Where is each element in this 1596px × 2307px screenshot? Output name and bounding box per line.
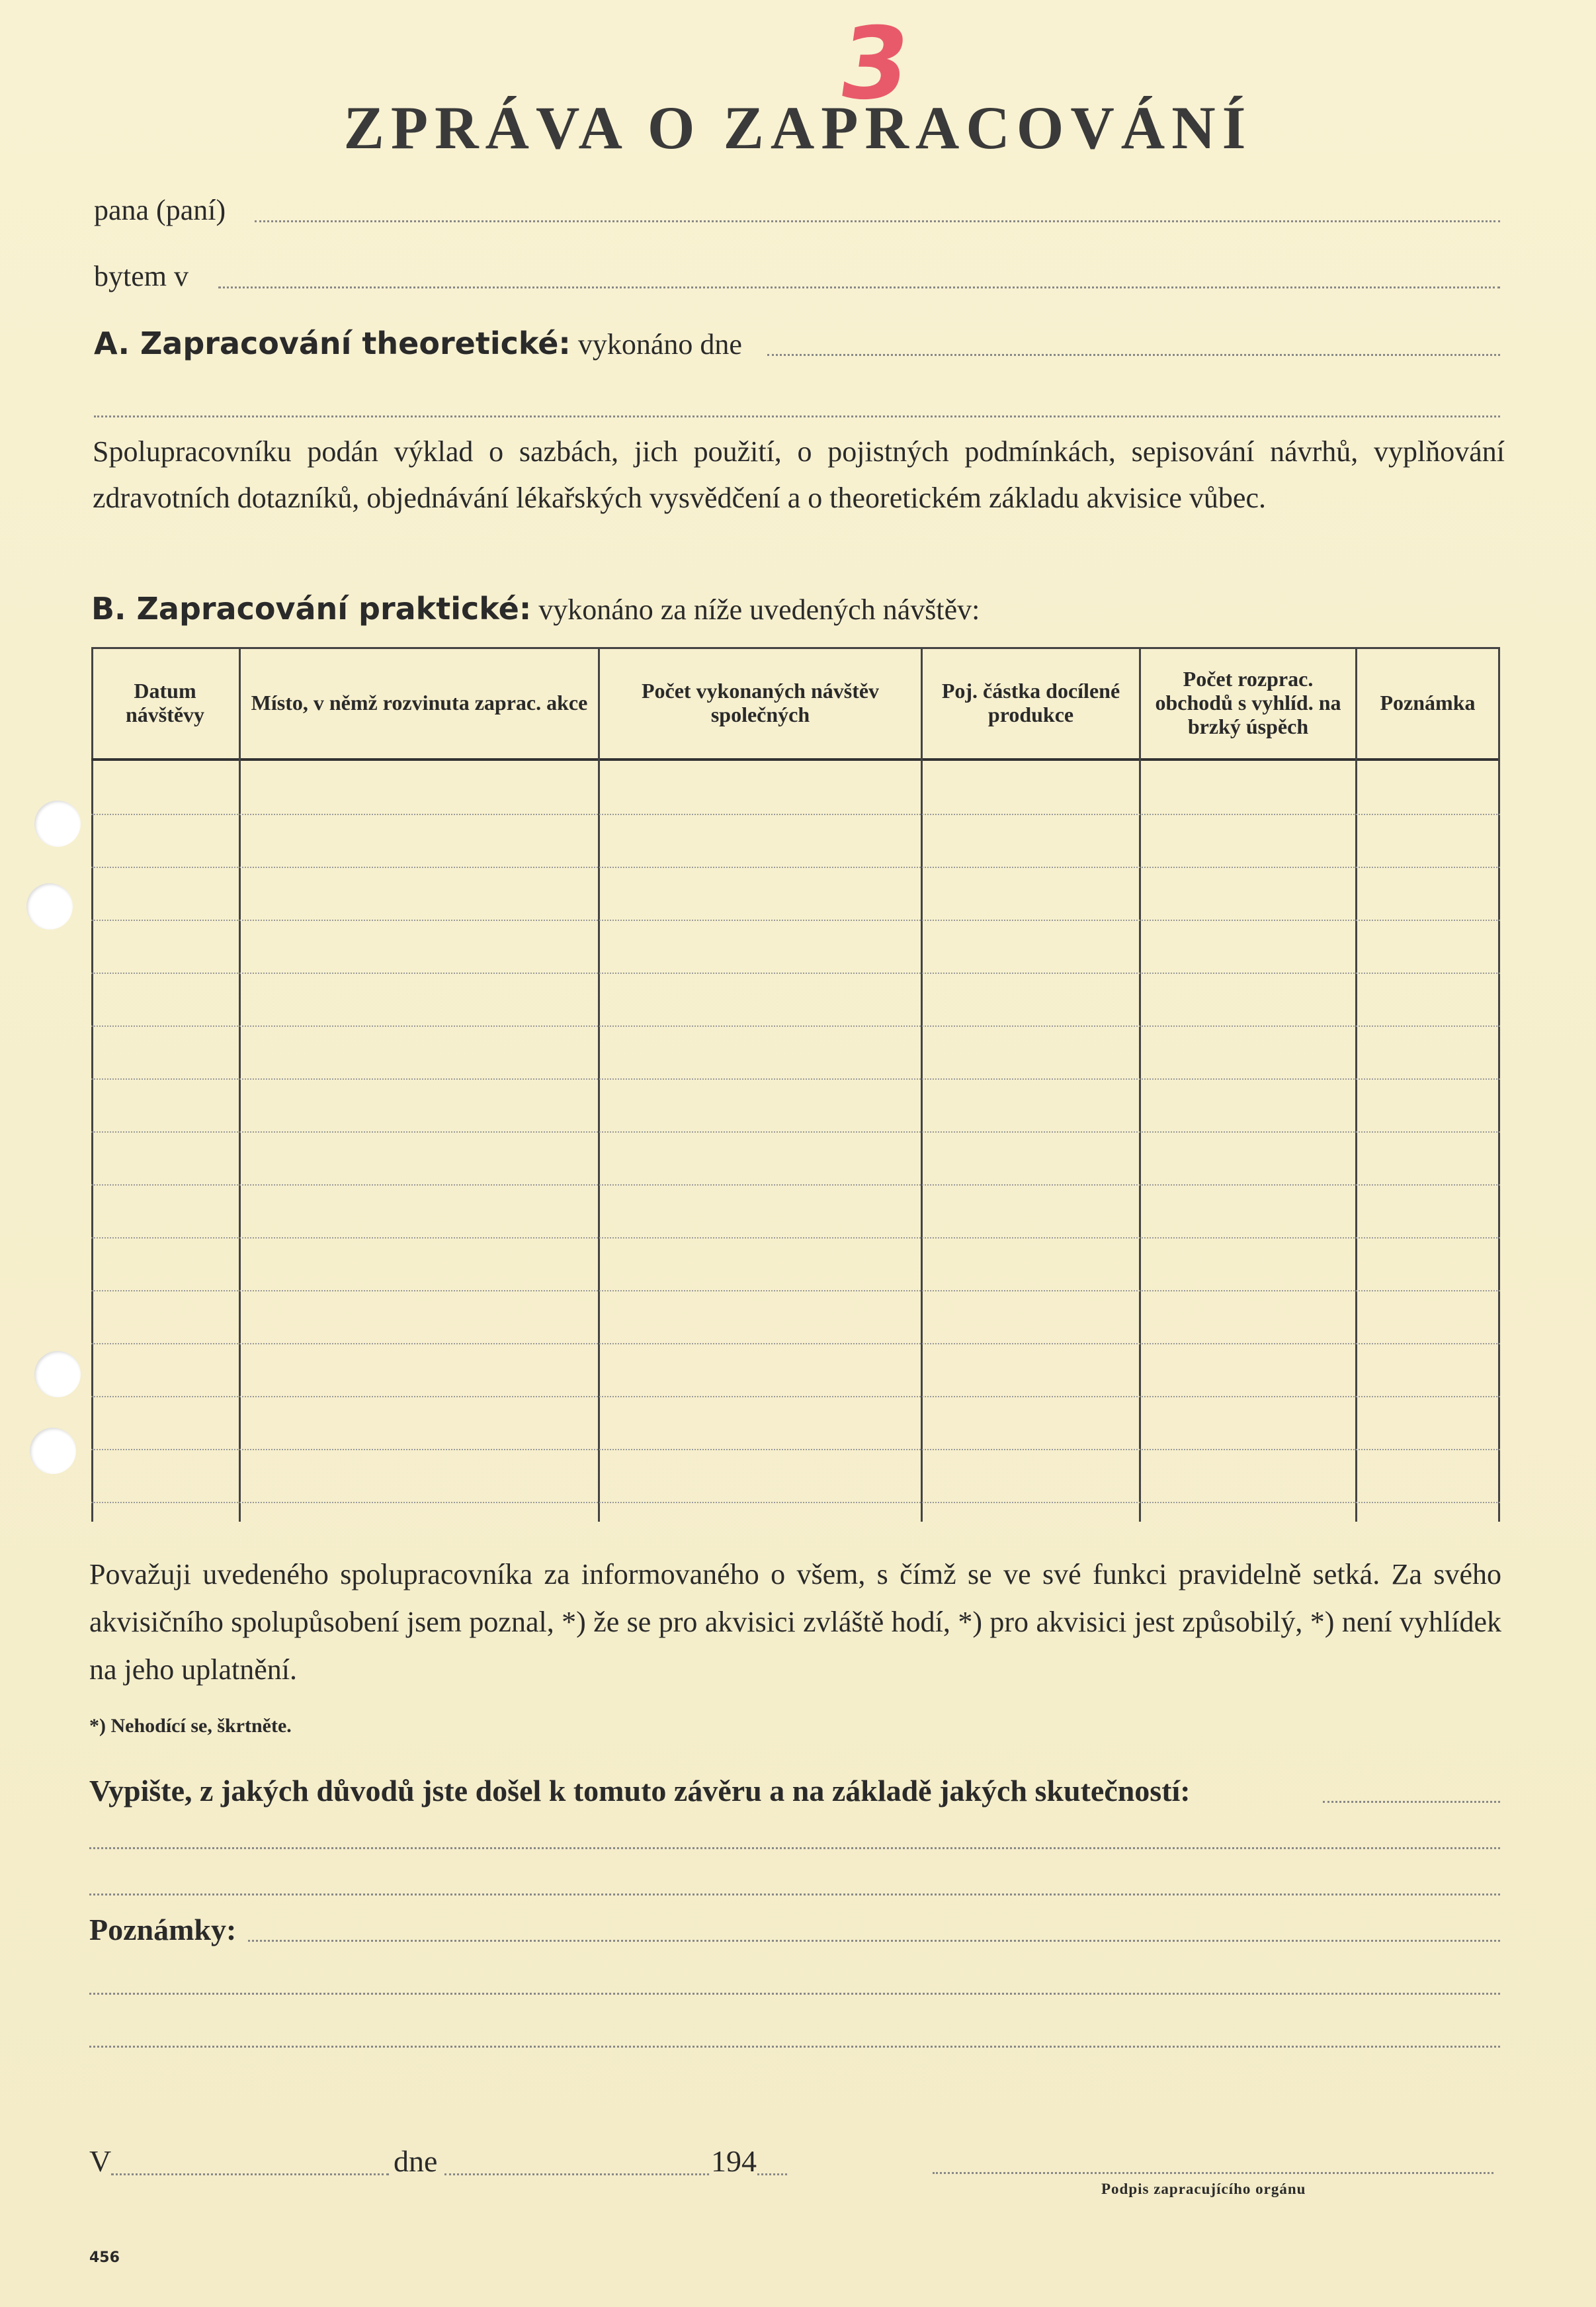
section-a-suffix: vykonáno dne [577, 328, 742, 361]
punch-hole [34, 801, 81, 847]
reasons-label: Vypište, z jakých důvodů jste došel k tomuto závěru a na základě jakých skutečností: [89, 1774, 1191, 1807]
section-b-heading: B. Zapracování praktické: [91, 591, 532, 627]
col-datum[interactable] [91, 758, 241, 1522]
year-field[interactable] [757, 2173, 787, 2175]
footnote: *) Nehodící se, škrtněte. [89, 1715, 292, 1737]
col-misto[interactable] [241, 758, 600, 1522]
punch-hole [30, 1428, 76, 1474]
place-label: V [89, 2144, 112, 2178]
page-title: ZPRÁVA O ZAPRACOVÁNÍ [343, 94, 1253, 161]
section-b-suffix: vykonáno za níže uvedených návštěv: [538, 593, 980, 626]
bytem-field[interactable] [218, 286, 1500, 288]
table-row [91, 1025, 1500, 1027]
col-header-pocet-navstev: Počet vykonaných návštěv společných [600, 647, 923, 758]
reasons-field-1[interactable] [1323, 1801, 1500, 1803]
signature-field[interactable] [933, 2172, 1493, 2174]
table-row [91, 814, 1500, 815]
section-a-heading: A. Zapracování theoretické: [94, 326, 571, 361]
punch-hole [34, 1351, 81, 1397]
date-label: dne [394, 2144, 438, 2178]
notes-field-1[interactable] [248, 1940, 1500, 1942]
section-b [91, 591, 980, 627]
notes-field-3[interactable] [89, 2046, 1500, 2048]
table-row [91, 1396, 1500, 1397]
col-poj-castka[interactable] [923, 758, 1141, 1522]
table-row [91, 1184, 1500, 1186]
pana-field[interactable] [255, 220, 1500, 222]
handwritten-number: 3 [831, 7, 917, 122]
section-a-date-field[interactable] [767, 354, 1500, 356]
col-header-misto: Místo, v němž rozvinuta zaprac. akce [241, 647, 600, 758]
reasons-field-2[interactable] [89, 1847, 1500, 1849]
col-header-datum: Datum návštěvy [91, 647, 241, 758]
form-number: 456 [89, 2249, 120, 2266]
col-pocet-obchodu[interactable] [1141, 758, 1357, 1522]
section-a [94, 326, 742, 361]
col-poznamka[interactable] [1357, 758, 1500, 1522]
notes-field-2[interactable] [89, 1993, 1500, 1995]
reasons-field-3[interactable] [89, 1893, 1500, 1895]
paragraph-b: Považuji uvedeného spolupracovníka za informovaného o všem, s čímž se ve své funkci pravidelně setká. Za svého akvisičního spolupůsobení jsem poznal, *) že se pro akvisici zvláště hodí, *) pro akvisici jest způsobilý, *) není vyhlídek na jeho uplatnění. [89, 1558, 1501, 1686]
table-row [91, 1343, 1500, 1344]
table-row [91, 1078, 1500, 1080]
bytem-label: bytem v [94, 260, 189, 292]
table-row [91, 973, 1500, 974]
place-field[interactable] [111, 2173, 389, 2175]
date-field[interactable] [444, 2173, 709, 2175]
col-pocet-navstev[interactable] [600, 758, 923, 1522]
table-row [91, 1290, 1500, 1291]
punch-hole [26, 883, 73, 930]
table-row [91, 867, 1500, 868]
section-a-extra-line[interactable] [94, 415, 1500, 417]
table-row [91, 1449, 1500, 1450]
col-header-poznamka: Poznámka [1357, 647, 1500, 758]
table-row [91, 1502, 1500, 1503]
paragraph-a: Spolupracovníku podán výklad o sazbách, jich použití, o pojistných podmínkách, sepisování návrhů, vyplňování zdravotních dotazníků, objednávání lékařských vysvědčení a o theoretickém základu akvisice vůbec. [93, 435, 1505, 514]
notes-label: Poznámky: [89, 1913, 237, 1946]
col-header-pocet-obchodu: Počet rozprac. obchodů s vyhlíd. na brzký úspěch [1141, 647, 1357, 758]
visits-table [91, 647, 1500, 1522]
table-row [91, 1237, 1500, 1239]
signature-caption: Podpis zapracujícího orgánu [1101, 2181, 1306, 2197]
table-row [91, 920, 1500, 921]
pana-label: pana (paní) [94, 194, 226, 226]
table-row [91, 1131, 1500, 1133]
col-header-poj-castka: Poj. částka docílené produkce [923, 647, 1141, 758]
year-prefix: 194 [711, 2144, 757, 2178]
